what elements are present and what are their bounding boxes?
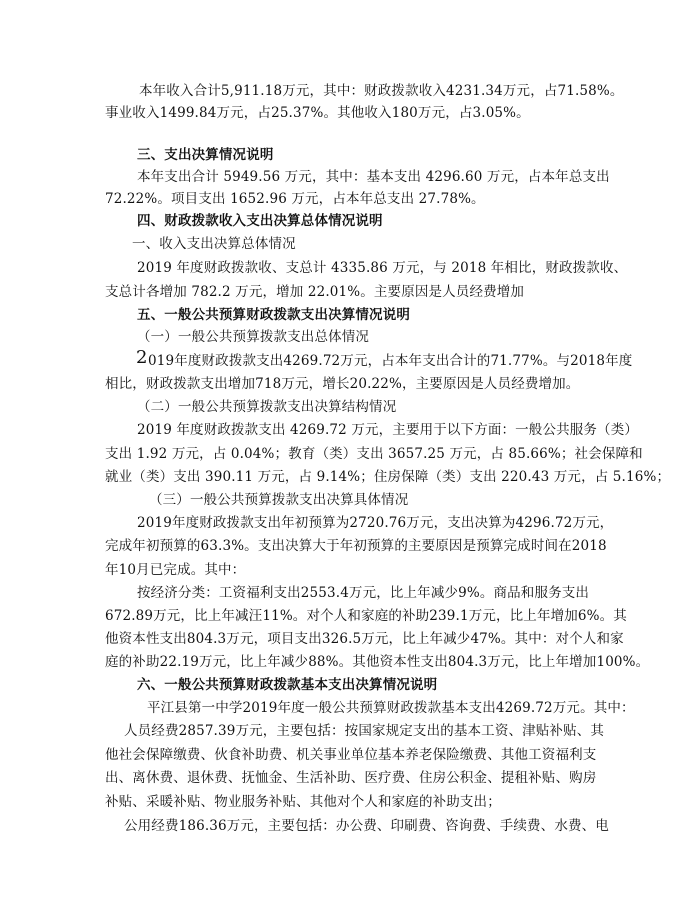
paragraph-5-1-line-1: 019年度财政拨款支出4269.72万元，占本年支出合计的71.77%。与2018年度 bbox=[148, 353, 633, 369]
personnel-line-4: 补贴、采暖补贴、物业服务补贴、其他对个人和家庭的补助支出； bbox=[105, 794, 501, 810]
section-5-heading: 五、一般公共预算财政拨款支出决算情况说明 bbox=[137, 307, 410, 323]
paragraph-5-3-line-2: 完成年初预算的63.3%。支出决算大于年初预算的主要原因是预算完成时间在2018 bbox=[105, 538, 607, 554]
paragraph-5-2-line-1: 2019 年度财政拨款支出 4269.72 万元，主要用于以下方面：一般公共服务（类） bbox=[137, 422, 639, 438]
paragraph-5-1-dropcap: 2 bbox=[136, 347, 148, 368]
public-expense-line-1: 公用经费186.36万元，主要包括：办公费、印刷费、咨询费、手续费、水费、电 bbox=[124, 818, 609, 834]
paragraph-5-1-line-2: 相比，财政拨款支出增加718万元，增长20.22%，主要原因是人员经费增加。 bbox=[105, 376, 580, 392]
section-3-heading: 三、支出决算情况说明 bbox=[137, 147, 274, 163]
personnel-line-2: 他社会保障缴费、伙食补助费、机关事业单位基本养老保险缴费、其他工资福利支 bbox=[105, 747, 597, 763]
overall-line-1: 2019 年度财政拨款收、支总计 4335.86 万元，与 2018 年相比，财政拨款收、 bbox=[137, 260, 628, 276]
expenditure-line-2: 72.22%。项目支出 1652.96 万元，占本年总支出 27.78%。 bbox=[105, 191, 485, 207]
subsection-5-1-heading: （一）一般公共预算拨款支出总体情况 bbox=[137, 329, 370, 345]
income-total-line: 本年收入合计5,911.18万元，其中：财政拨款收入4231.34万元，占71.58%。 bbox=[139, 83, 624, 99]
paragraph-5-3-line-3: 年10月已完成。其中： bbox=[105, 562, 246, 578]
subsection-5-2-heading: （二）一般公共预算拨款支出决算结构情况 bbox=[137, 399, 397, 415]
overall-line-2: 支总计各增加 782.2 万元，增加 22.01%。主要原因是人员经费增加 bbox=[105, 284, 525, 300]
section-6-heading: 六、一般公共预算财政拨款基本支出决算情况说明 bbox=[137, 677, 438, 693]
personnel-line-1: 人员经费2857.39万元，主要包括：按国家规定支出的基本工资、津贴补贴、其 bbox=[124, 723, 605, 739]
section-4-heading: 四、财政拨款收入支出决算总体情况说明 bbox=[137, 213, 383, 229]
economic-class-line-3: 他资本性支出804.3万元，项目支出326.5万元，比上年减少47%。其中：对个人和家 bbox=[105, 631, 624, 647]
subsection-overall-heading: 一、收入支出决算总体情况 bbox=[132, 236, 296, 252]
paragraph-6-line-1: 平江县第一中学2019年度一般公共预算财政拨款基本支出4269.72万元。其中： bbox=[147, 700, 635, 716]
economic-class-line-4: 庭的补助22.19万元，比上年减少88%。其他资本性支出804.3万元，比上年增加100%。 bbox=[105, 654, 650, 670]
expenditure-line-1: 本年支出合计 5949.56 万元，其中：基本支出 4296.60 万元，占本年总支出 bbox=[137, 169, 610, 185]
economic-class-line-1: 按经济分类：工资福利支出2553.4万元，比上年减少9%。商品和服务支出 bbox=[137, 585, 590, 601]
personnel-line-3: 出、离休费、退休费、抚恤金、生活补助、医疗费、住房公积金、提租补贴、购房 bbox=[105, 770, 597, 786]
paragraph-5-2-line-2: 支出 1.92 万元，占 0.04%；教育（类）支出 3657.25 万元，占 85.66%；社会保障和 bbox=[105, 446, 643, 462]
subsection-5-3-heading: （三）一般公共预算拨款支出决算具体情况 bbox=[149, 492, 409, 508]
income-breakdown-line: 事业收入1499.84万元，占25.37%。其他收入180万元，占3.05%。 bbox=[105, 105, 530, 121]
paragraph-5-3-line-1: 2019年度财政拨款支出年初预算为2720.76万元，支出决算为4296.72万元， bbox=[137, 515, 614, 531]
economic-class-line-2: 672.89万元，比上年减汪11%。对个人和家庭的补助239.1万元，比上年增加6%。其 bbox=[105, 608, 627, 624]
paragraph-5-2-line-3: 就业（类）支出 390.11 万元，占 9.14%；住房保障（类）支出 220.43 万元，占 5.16%； bbox=[105, 469, 671, 485]
